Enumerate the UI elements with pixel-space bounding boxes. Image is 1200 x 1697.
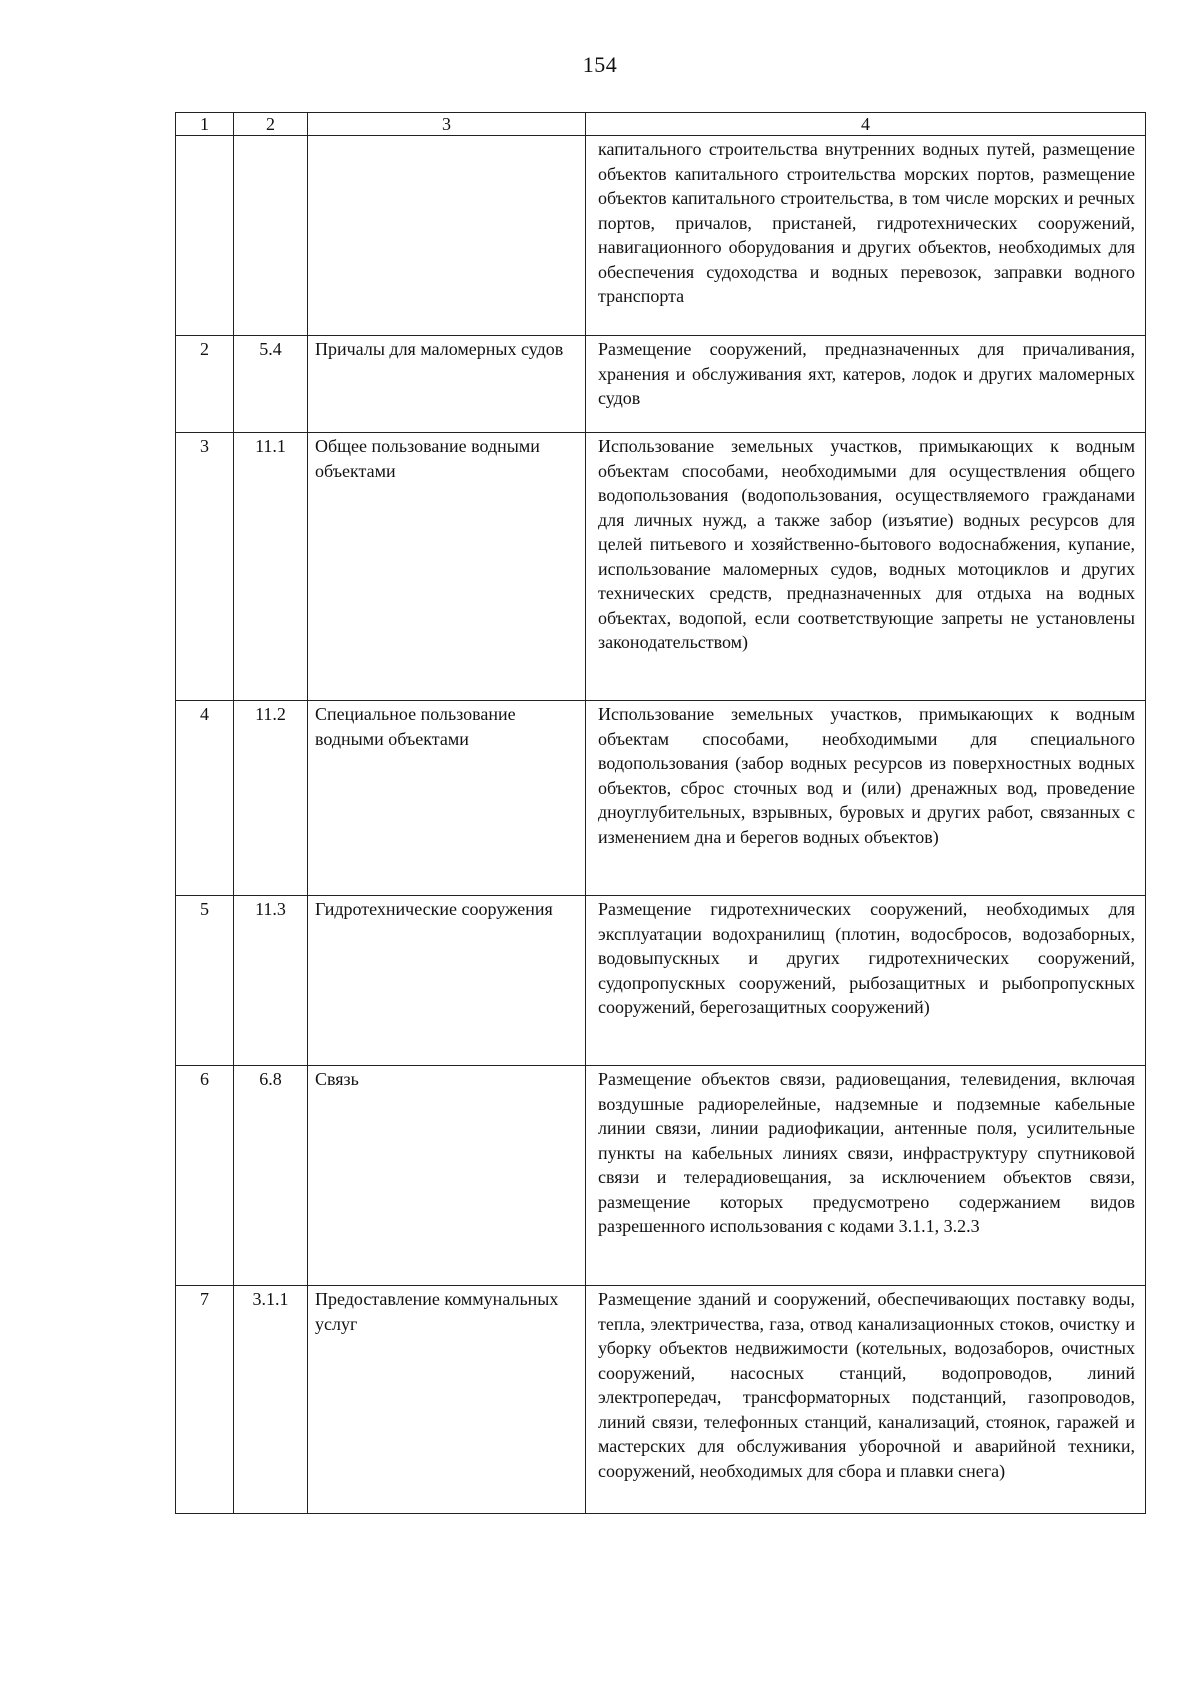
row-number: 6 (176, 1066, 234, 1286)
row-name: Предоставление коммунальных услуг (308, 1286, 586, 1514)
row-description: Размещение гидротехнических сооружений, необходимых для эксплуатации водохранилищ (плотин, водосбросов, водозаборных, водовыпускных и других гидротехнических сооружений, судопропускных сооружений, рыбозащитных и рыбопропускных сооружений, берегозащитных сооружений) (586, 896, 1146, 1066)
table-row (176, 336, 1146, 433)
row-description: Использование земельных участков, примыкающих к водным объектам способами, необходимыми для осуществления общего водопользования (водопользования, осуществляемого гражданами для личных нужд, а также забор (изъятие) водных ресурсов для целей питьевого и хозяйственно-бытового водоснабжения, купание, использование маломерных судов, водных мотоциклов и других технических средств, предназначенных для отдыха на водных объектах, водопой, если соответствующие запреты не установлены законодательством) (586, 433, 1146, 701)
row-name: Причалы для маломерных судов (308, 336, 586, 433)
table-row (176, 433, 1146, 701)
row-code: 11.2 (234, 701, 308, 896)
row-code: 3.1.1 (234, 1286, 308, 1514)
row-code: 5.4 (234, 336, 308, 433)
row-description: Размещение сооружений, предназначенных для причаливания, хранения и обслуживания яхт, катеров, лодок и других маломерных судов (586, 336, 1146, 433)
row-code: 11.1 (234, 433, 308, 701)
table-row (176, 701, 1146, 896)
row-name (308, 136, 586, 336)
table-header-row (176, 113, 1146, 136)
row-code: 6.8 (234, 1066, 308, 1286)
page-number: 154 (582, 52, 618, 77)
row-number (176, 136, 234, 336)
row-description: Размещение объектов связи, радиовещания, телевидения, включая воздушные радиорелейные, надземные и подземные кабельные линии связи, линии радиофикации, антенные поля, усилительные пункты на кабельных линиях связи, инфраструктуру спутниковой связи и телерадиовещания, за исключением объектов связи, размещение которых предусмотрено содержанием видов разрешенного использования с кодами 3.1.1, 3.2.3 (586, 1066, 1146, 1286)
table-row (176, 896, 1146, 1066)
header-col-4: 4 (586, 113, 1146, 136)
row-name: Гидротехнические сооружения (308, 896, 586, 1066)
row-description: капитального строительства внутренних водных путей, размещение объектов капитального строительства морских портов, размещение объектов капитального строительства, в том числе морских и речных портов, причалов, пристаней, гидротехнических сооружений, навигационного оборудования и других объектов, необходимых для обеспечения судоходства и водных перевозок, заправки водного транспорта (586, 136, 1146, 336)
table-row (176, 136, 1146, 336)
row-name: Связь (308, 1066, 586, 1286)
table-row (176, 1066, 1146, 1286)
row-number: 7 (176, 1286, 234, 1514)
row-name: Общее пользование водными объектами (308, 433, 586, 701)
row-description: Размещение зданий и сооружений, обеспечивающих поставку воды, тепла, электричества, газа, отвод канализационных стоков, очистку и уборку объектов недвижимости (котельных, водозаборов, очистных сооружений, насосных станций, водопроводов, линий электропередач, трансформаторных подстанций, газопроводов, линий связи, телефонных станций, канализаций, стоянок, гаражей и мастерских для обслуживания уборочной и аварийной техники, сооружений, необходимых для сбора и плавки снега) (586, 1286, 1146, 1514)
header-col-1: 1 (176, 113, 234, 136)
row-number: 5 (176, 896, 234, 1066)
table-row (176, 1286, 1146, 1514)
header-col-2: 2 (234, 113, 308, 136)
row-number: 3 (176, 433, 234, 701)
row-name: Специальное пользование водными объектами (308, 701, 586, 896)
row-number: 2 (176, 336, 234, 433)
land-use-table (175, 112, 1146, 1514)
row-number: 4 (176, 701, 234, 896)
row-code: 11.3 (234, 896, 308, 1066)
row-description: Использование земельных участков, примыкающих к водным объектам способами, необходимыми для специального водопользования (забор водных ресурсов из поверхностных водных объектов, сброс сточных вод и (или) дренажных вод, проведение дноуглубительных, взрывных, буровых и других работ, связанных с изменением дна и берегов водных объектов) (586, 701, 1146, 896)
header-col-3: 3 (308, 113, 586, 136)
row-code (234, 136, 308, 336)
